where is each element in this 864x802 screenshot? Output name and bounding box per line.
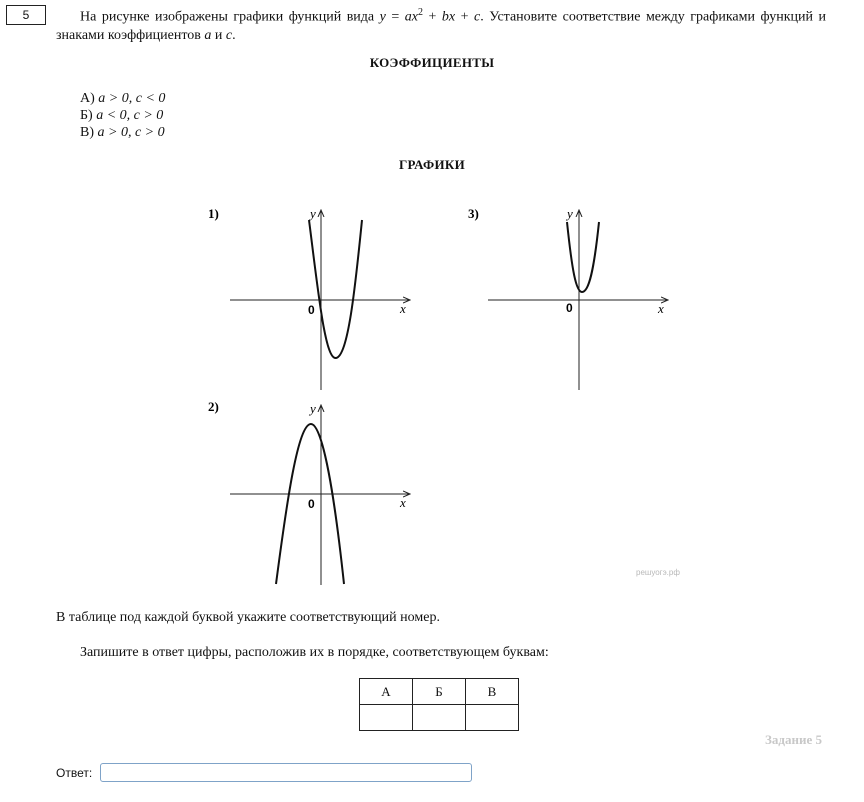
answer-cell-v <box>466 705 519 731</box>
var-a: a <box>204 27 212 43</box>
graph-label: 3) <box>468 206 479 221</box>
formula-c: c <box>474 9 481 25</box>
watermark: решуогэ.рф <box>636 568 680 577</box>
answer-cell-b <box>413 705 466 731</box>
intro-text: На рисунке изображены графики функций вида <box>80 9 380 25</box>
formula-plus: + <box>422 9 442 25</box>
coef-condition: a < 0, c > 0 <box>96 108 164 123</box>
formula-bx: bx <box>441 9 456 25</box>
parabola-curve <box>567 222 599 292</box>
coef-condition: a > 0, c < 0 <box>98 91 166 106</box>
formula-y: y <box>379 9 386 25</box>
y-axis-label: y <box>310 401 316 416</box>
answer-table <box>359 678 519 731</box>
header-cell-v: В <box>466 679 519 705</box>
graphs-heading: ГРАФИКИ <box>398 157 466 172</box>
y-axis-label: y <box>310 206 316 221</box>
graph-label: 2) <box>208 399 219 414</box>
formula-ax: ax <box>404 9 418 25</box>
formula-power: 2 <box>417 7 423 18</box>
instruction-table: В таблице под каждой буквой укажите соответствующий номер. <box>56 610 440 625</box>
y-axis-label: y <box>567 206 573 221</box>
coef-letter: А) <box>80 91 95 106</box>
x-axis-label: x <box>400 495 406 510</box>
intro-text-continued: . Установите соответствие между графиками функций и знаками коэффициентов <box>56 9 826 43</box>
answer-cell-a <box>360 705 413 731</box>
intro-end: . <box>232 27 236 43</box>
x-axis-label: x <box>658 301 664 316</box>
origin-label: 0 <box>566 301 573 315</box>
graph-2 <box>208 399 410 585</box>
answer-label: Ответ: <box>56 766 93 780</box>
answer-table-header <box>360 679 519 705</box>
instruction-answer: Запишите в ответ цифры, расположив их в порядке, соответствующем буквам: <box>80 645 549 660</box>
task-label: Задание 5 <box>765 732 822 747</box>
answer-table-row <box>360 705 519 731</box>
var-c: c <box>225 27 233 43</box>
graph-1 <box>208 206 410 390</box>
task-number: 5 <box>6 5 46 25</box>
coef-letter: В) <box>80 125 94 140</box>
formula-eq: = <box>385 9 405 25</box>
answer-input[interactable] <box>100 763 472 782</box>
coef-condition: a > 0, c > 0 <box>97 125 165 140</box>
graph-3 <box>468 206 668 390</box>
origin-label: 0 <box>308 303 315 317</box>
header-cell-b: Б <box>413 679 466 705</box>
graph-label: 1) <box>208 206 219 221</box>
coef-letter: Б) <box>80 108 93 123</box>
header-cell-a: А <box>360 679 413 705</box>
x-axis-label: x <box>400 301 406 316</box>
and-word: и <box>211 27 226 43</box>
formula-plus: + <box>455 9 475 25</box>
origin-label: 0 <box>308 497 315 511</box>
coefficients-heading: КОЭФФИЦИЕНТЫ <box>369 55 495 70</box>
parabola-curve <box>309 220 362 358</box>
